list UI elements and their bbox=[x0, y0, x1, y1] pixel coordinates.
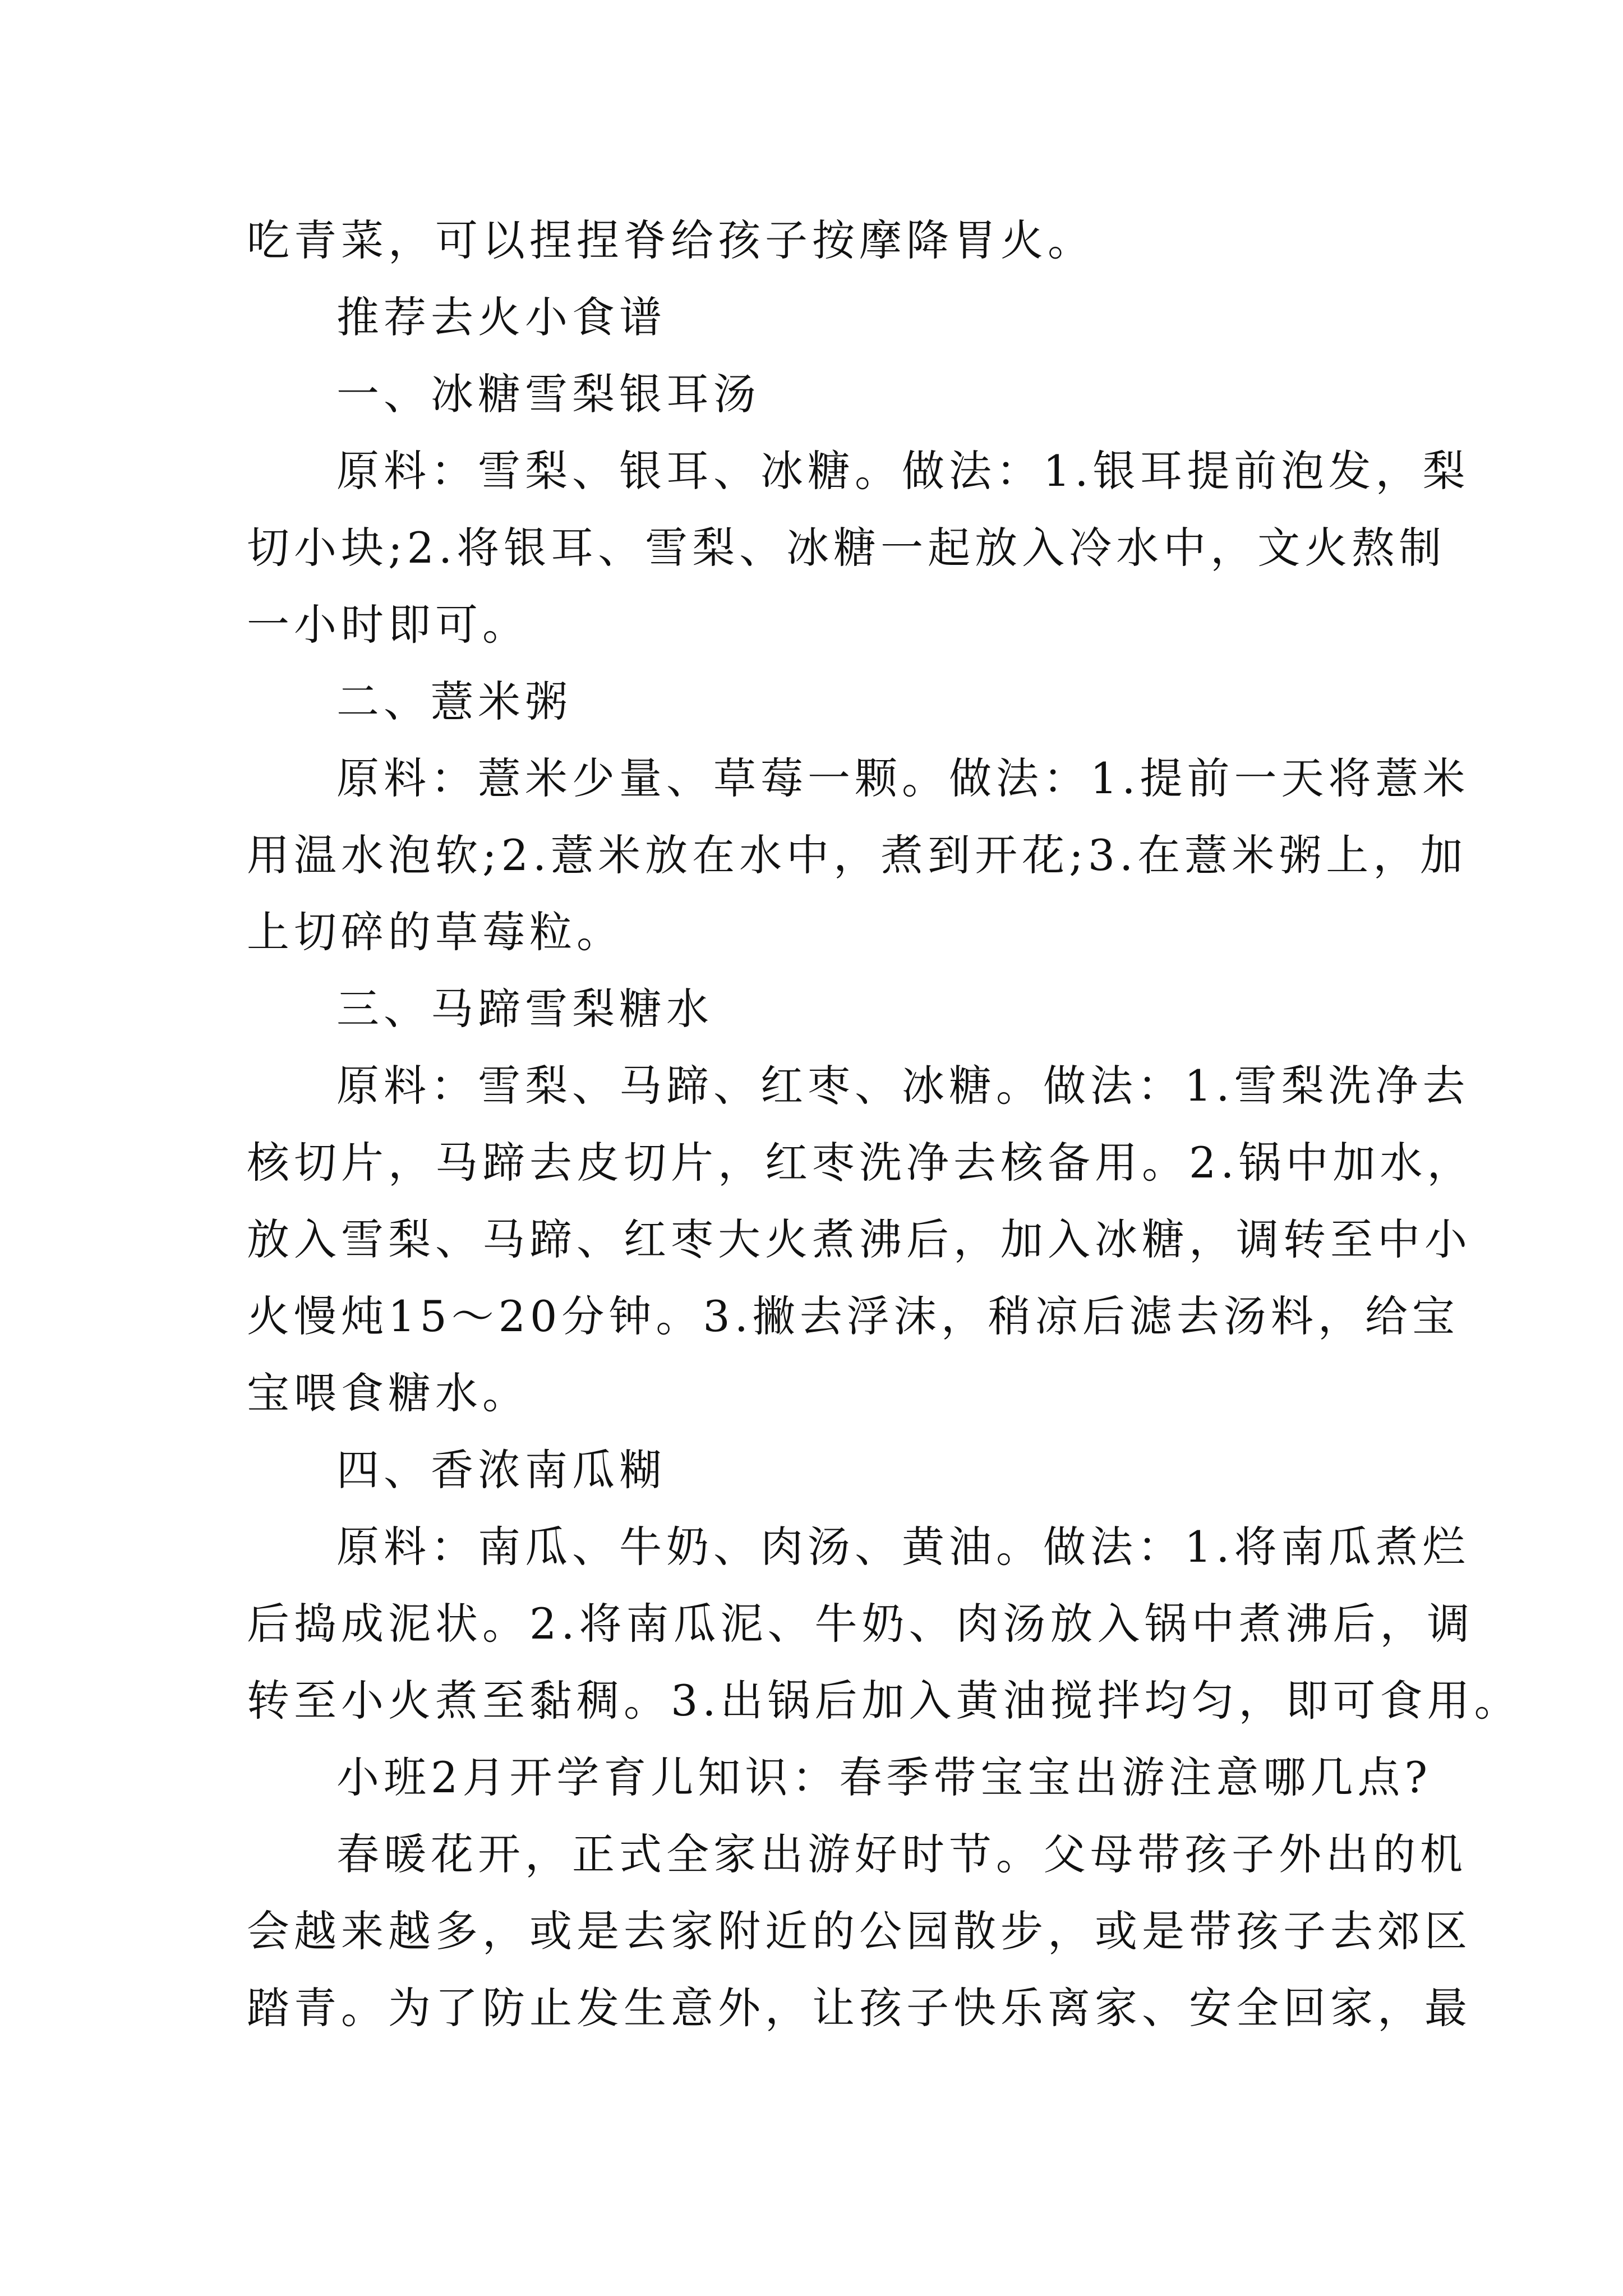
recipe-title: 四、香浓南瓜糊 bbox=[336, 1445, 666, 1495]
paragraph-line: 原料：雪梨、马蹄、红枣、冰糖。做法：1.雪梨洗净去 bbox=[336, 1061, 1470, 1111]
section-heading: 推荐去火小食谱 bbox=[336, 292, 666, 342]
document-body bbox=[247, 202, 1521, 2046]
paragraph-line: 用温水泡软;2.薏米放在水中，煮到开花;3.在薏米粥上，加 bbox=[247, 830, 1468, 880]
paragraph-line: 会越来越多，或是去家附近的公园散步，或是带孩子去郊区 bbox=[247, 1906, 1472, 1956]
paragraph-line: 原料：薏米少量、草莓一颗。做法：1.提前一天将薏米 bbox=[336, 753, 1470, 803]
paragraph-line: 转至小火煮至黏稠。3.出锅后加入黄油搅拌均匀，即可食用。 bbox=[247, 1676, 1521, 1726]
paragraph-line: 踏青。为了防止发生意外，让孩子快乐离家、安全回家，最 bbox=[247, 1983, 1472, 2033]
paragraph-line: 火慢炖15～20分钟。3.撇去浮沫，稍凉后滤去汤料，给宝 bbox=[247, 1291, 1459, 1341]
paragraph-line: 原料：雪梨、银耳、冰糖。做法：1.银耳提前泡发，梨 bbox=[336, 446, 1470, 496]
paragraph-line: 核切片，马蹄去皮切片，红枣洗净去核备用。2.锅中加水， bbox=[247, 1138, 1474, 1188]
recipe-title: 一、冰糖雪梨银耳汤 bbox=[336, 369, 760, 419]
paragraph-line: 吃青菜，可以捏捏脊给孩子按摩降胃火。 bbox=[247, 215, 1095, 265]
section-heading: 小班2月开学育儿知识：春季带宝宝出游注意哪几点? bbox=[336, 1752, 1432, 1802]
paragraph-line: 原料：南瓜、牛奶、肉汤、黄油。做法：1.将南瓜煮烂 bbox=[336, 1522, 1470, 1572]
paragraph-line: 一小时即可。 bbox=[247, 600, 529, 650]
paragraph-line: 上切碎的草莓粒。 bbox=[247, 907, 624, 957]
recipe-title: 三、马蹄雪梨糖水 bbox=[336, 984, 713, 1034]
paragraph-line: 宝喂食糖水。 bbox=[247, 1368, 529, 1418]
paragraph-line: 切小块;2.将银耳、雪梨、冰糖一起放入冷水中，文火熬制 bbox=[247, 523, 1446, 573]
recipe-title: 二、薏米粥 bbox=[336, 677, 572, 726]
paragraph-line: 后捣成泥状。2.将南瓜泥、牛奶、肉汤放入锅中煮沸后，调 bbox=[247, 1599, 1474, 1649]
paragraph-line: 放入雪梨、马蹄、红枣大火煮沸后，加入冰糖，调转至中小 bbox=[247, 1214, 1472, 1264]
paragraph-line: 春暖花开，正式全家出游好时节。父母带孩子外出的机 bbox=[336, 1829, 1467, 1879]
